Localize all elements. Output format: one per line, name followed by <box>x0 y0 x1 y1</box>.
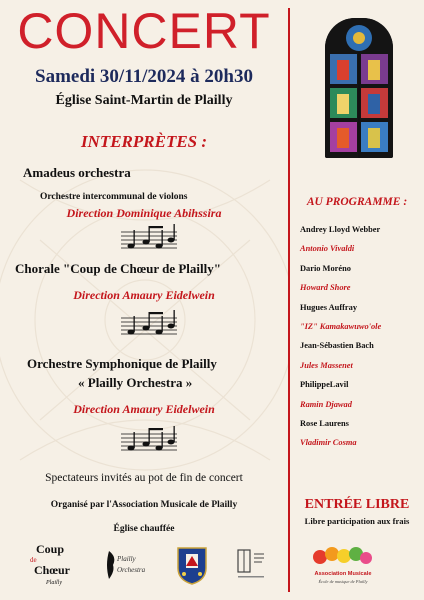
concert-venue: Église Saint-Martin de Plailly <box>55 93 233 108</box>
svg-text:Chœur: Chœur <box>34 563 71 577</box>
svg-text:de: de <box>30 556 37 564</box>
association-musicale-logo <box>308 543 378 589</box>
svg-text:Orchestra: Orchestra <box>117 566 146 574</box>
heating-note: Église chauffée <box>113 524 175 534</box>
performer-1-direction: Direction Dominique Abihssira <box>66 206 222 220</box>
stained-glass-window-image <box>325 18 393 158</box>
composer-item: Howard Shore <box>300 283 351 293</box>
music-notes-icon <box>121 310 177 338</box>
music-notes-icon <box>121 224 177 252</box>
performer-2-direction: Direction Amaury Eidelwein <box>73 288 215 302</box>
composer-item: Vladimir Cosma <box>300 438 357 448</box>
organizer-note: Organisé par l'Association Musicale de Plailly <box>50 500 238 510</box>
music-school-logo <box>234 546 268 582</box>
svg-text:Association Musicale: Association Musicale <box>314 571 372 577</box>
composer-item: PhilippeLavil <box>300 380 349 390</box>
composer-item: Andrey Lloyd Webber <box>300 225 381 234</box>
composer-item: Ramin Djawad <box>300 399 352 409</box>
coup-de-choeur-logo <box>28 540 74 590</box>
svg-text:Plailly: Plailly <box>117 555 136 563</box>
composer-item: "IZ" Kamakawuwo'ole <box>300 322 382 331</box>
performer-2-name: Chorale "Coup de Chœur de Plailly" <box>15 261 221 276</box>
poster-title: CONCERT <box>17 3 271 59</box>
composer-item: Dario Moréno <box>300 263 351 273</box>
performer-3-name: Orchestre Symphonique de Plailly <box>27 356 217 371</box>
performer-3-name-alias: « Plailly Orchestra » <box>78 375 193 390</box>
performer-1-name: Amadeus orchestra <box>23 165 131 180</box>
composer-item: Jules Massenet <box>300 360 353 370</box>
free-entry-subtitle: Libre participation aux frais <box>304 516 410 526</box>
free-entry-title: ENTRÉE LIBRE <box>304 497 410 512</box>
plailly-orchestra-logo <box>103 545 149 585</box>
concert-date: Samedi 30/11/2024 à 20h30 <box>35 66 253 87</box>
composer-item: Rose Laurens <box>300 419 349 428</box>
vertical-divider <box>288 8 290 592</box>
interpretes-heading: INTERPRÈTES : <box>80 132 208 151</box>
plailly-coat-of-arms-logo <box>176 546 208 586</box>
performer-1-subtitle: Orchestre intercommunal de violons <box>40 192 188 202</box>
composer-item: Hugues Auffray <box>300 302 358 312</box>
reception-note: Spectateurs invités au pot de fin de concert <box>45 472 243 484</box>
svg-text:Plailly: Plailly <box>46 580 62 586</box>
programme-heading: AU PROGRAMME : <box>306 196 408 208</box>
composer-item: Antonio Vivaldi <box>300 244 355 254</box>
music-notes-icon <box>121 426 177 454</box>
performer-3-direction: Direction Amaury Eidelwein <box>73 402 215 416</box>
svg-text:École de musique de Plailly: École de musique de Plailly <box>318 579 368 584</box>
composer-item: Jean-Sébastien Bach <box>300 341 374 351</box>
svg-text:Coup: Coup <box>36 542 65 556</box>
